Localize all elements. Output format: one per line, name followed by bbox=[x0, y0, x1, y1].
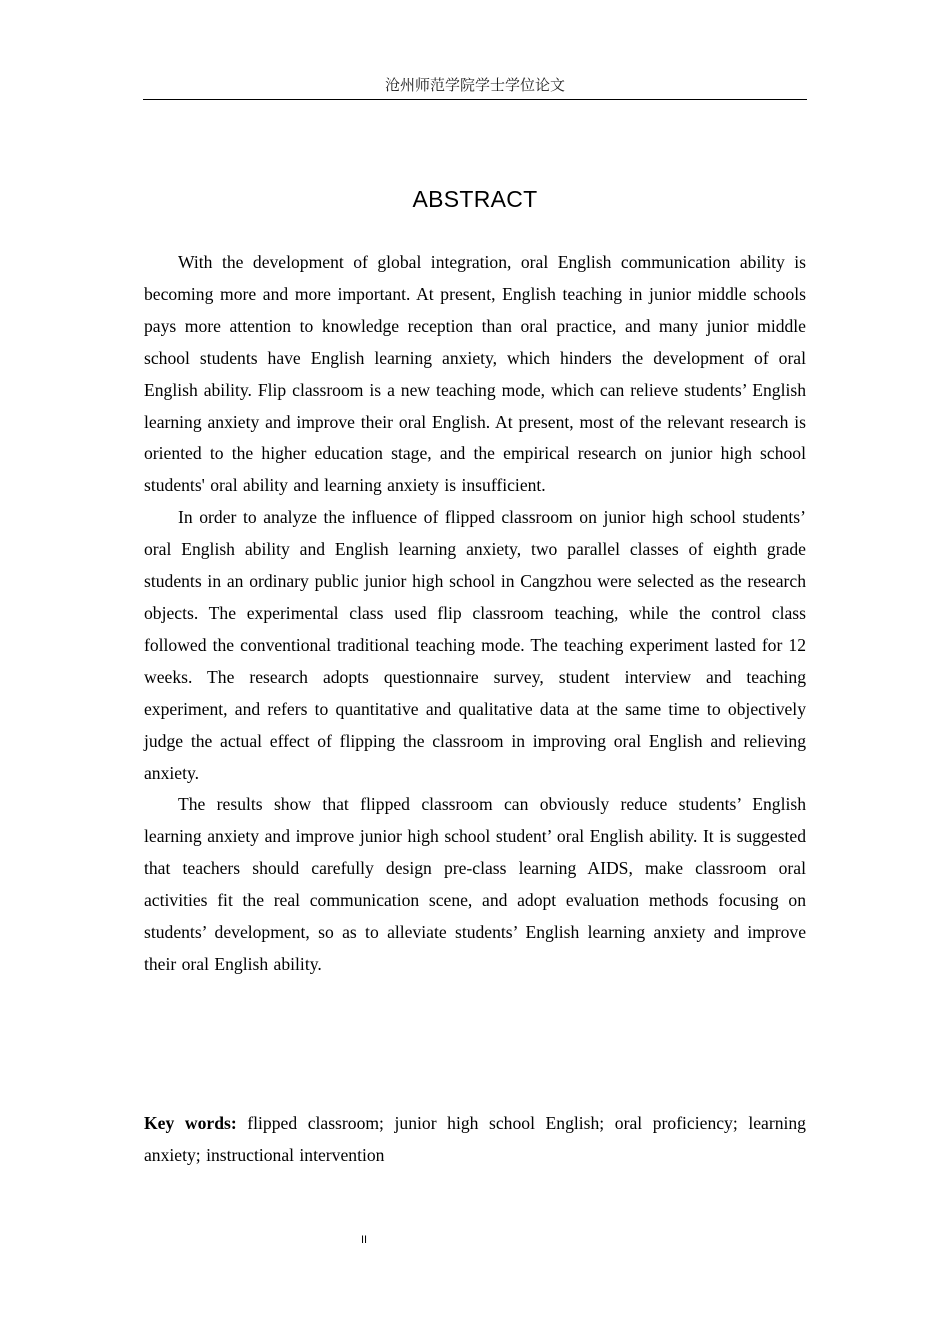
abstract-paragraph-2: In order to analyze the influence of flipped classroom on junior high school students’ oral English ability and English learning anxiety, two parallel classes of eighth grade students in an ordinary public junior high school in Cangzhou were selected as the research objects. The experimental class used flip classroom teaching, while the control class followed the conventional traditional teaching mode. The teaching experiment lasted for 12 weeks. The research adopts questionnaire survey, student interview and teaching experiment, and refers to quantitative and qualitative data at the same time to objectively judge the actual effect of flipping the classroom in improving oral English and relieving anxiety. bbox=[144, 507, 806, 783]
abstract-paragraph-3: The results show that flipped classroom can obviously reduce students’ English learning anxiety and improve junior high school student’ oral English ability. It is suggested that teachers should carefully design pre-class learning AIDS, make classroom oral activities fit the real communication scene, and adopt evaluation methods focusing on students’ development, so as to alleviate students’ English learning anxiety and improve their oral English ability. bbox=[144, 794, 806, 974]
keywords-label: Key words: bbox=[144, 1113, 237, 1133]
running-header: 沧州师范学院学士学位论文 bbox=[384, 76, 565, 94]
abstract-paragraph-1: With the development of global integration, oral English communication ability is becoming more and more important. At present, English teaching in junior middle schools pays more attention to knowledge reception than oral practice, and many junior middle school students have English learning anxiety, which hinders the development of oral English ability. Flip classroom is a new teaching mode, which can relieve students’ English learning anxiety and improve their oral English. At present, most of the relevant research is oriented to the higher education stage, and the empirical research on junior high school students' oral ability and learning anxiety is insufficient. bbox=[144, 252, 806, 496]
abstract-title: ABSTRACT bbox=[412, 186, 538, 212]
header-rule bbox=[143, 99, 807, 100]
abstract-body bbox=[144, 247, 806, 981]
keywords-text: flipped classroom; junior high school English; oral proficiency; learning anxiety; instructional intervention bbox=[144, 1113, 806, 1165]
keywords-section bbox=[144, 1108, 806, 1172]
page-number: II bbox=[360, 1234, 368, 1246]
